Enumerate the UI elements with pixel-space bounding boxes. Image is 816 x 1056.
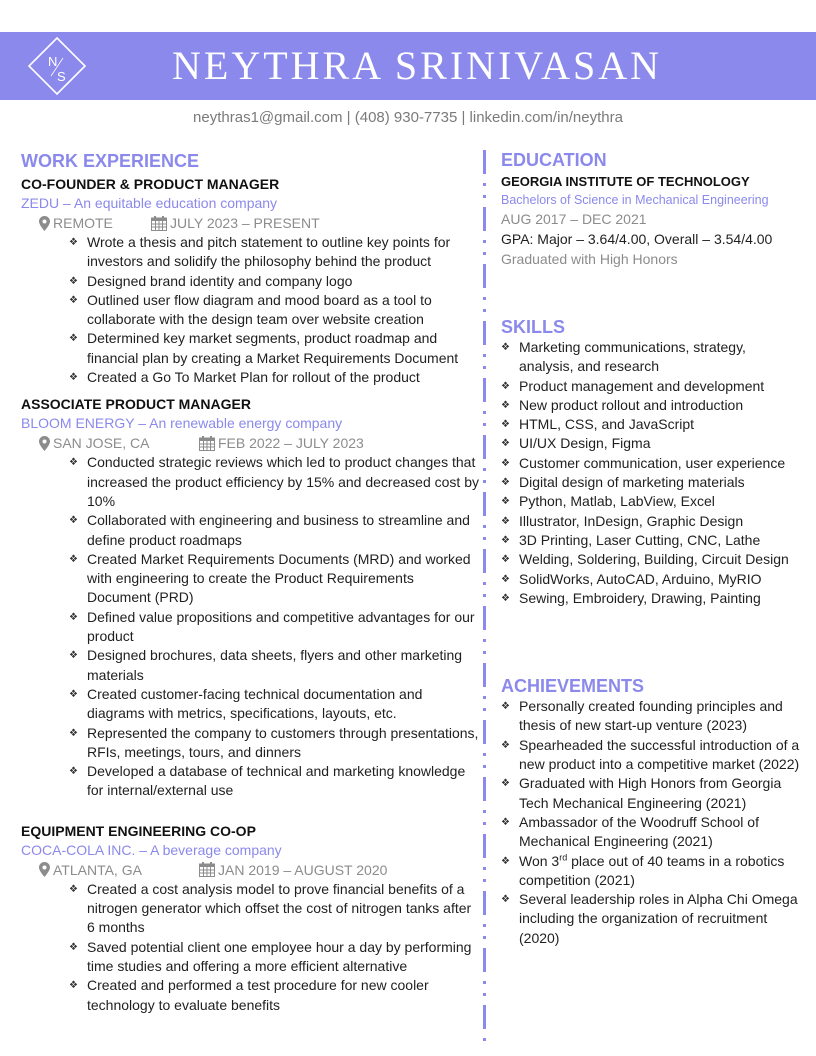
bullet-item: ❖ Created a Go To Market Plan for rollout of the product — [21, 368, 481, 387]
bullet-diamond-icon: ❖ — [69, 457, 78, 469]
honors: Graduated with High Honors — [501, 251, 678, 267]
achievements-section — [501, 675, 801, 948]
bullet-item: ❖ Created and performed a test procedure for new cooler technology to evaluate benefits — [69, 977, 429, 1013]
skill-item: ❖ 3D Printing, Laser Cutting, CNC, Lathe — [501, 531, 801, 550]
map-pin-icon — [39, 436, 50, 451]
achievements-list — [501, 697, 801, 948]
job-entry — [21, 394, 481, 800]
bullet-diamond-icon: ❖ — [501, 380, 510, 392]
achievement-item: ❖ Won 3rd place out of 40 teams in a robotics competition (2021) — [501, 851, 785, 888]
bullet-diamond-icon: ❖ — [69, 650, 78, 662]
bullet-item: ❖ Represented the company to customers through presentations, RFIs, meetings, tours, and dinners — [69, 724, 479, 760]
bullet-diamond-icon: ❖ — [501, 816, 510, 828]
bullet-diamond-icon: ❖ — [501, 534, 510, 546]
job-dates: FEB 2022 – JULY 2023 — [218, 435, 364, 452]
bullet-item: ❖ Determined key market segments, product roadmap and financial plan by creating a Market Requirements Document — [69, 330, 459, 366]
bullet-diamond-icon: ❖ — [69, 333, 78, 345]
bullet-item: ❖ Wrote a thesis and pitch statement to outline key points for investors and solidify the philosophy behind the product — [69, 234, 451, 270]
bullet-item: ❖ Collaborated with engineering and business to streamline and define product roadmaps — [69, 512, 470, 548]
skill-item: ❖ SolidWorks, AutoCAD, Arduino, MyRIO — [501, 570, 801, 589]
bullet-diamond-icon: ❖ — [69, 294, 78, 306]
job-bullets — [21, 880, 481, 1015]
bullet-diamond-icon: ❖ — [501, 515, 510, 527]
bullet-diamond-icon: ❖ — [501, 496, 510, 508]
bullet-item: ❖ Conducted strategic reviews which led to product changes that increased the product efficiency by 15% and decreased cost by 10% — [69, 454, 479, 509]
right-column — [501, 149, 801, 948]
bullet-item: ❖ Created Market Requirements Documents (MRD) and worked with engineering to create the Product Requirements Document (PRD) — [69, 550, 471, 606]
bullet-diamond-icon: ❖ — [501, 457, 510, 469]
map-pin-icon — [39, 216, 50, 231]
bullet-diamond-icon: ❖ — [501, 399, 510, 411]
job-title: CO-FOUNDER & PRODUCT MANAGER — [21, 176, 280, 192]
section-title-work: WORK EXPERIENCE — [21, 151, 200, 171]
contact-info: neythras1@gmail.com | (408) 930-7735 | linkedin.com/in/neythra — [193, 109, 623, 126]
bullet-diamond-icon: ❖ — [501, 554, 510, 566]
bullet-item: ❖ Created a cost analysis model to prove financial benefits of a nitrogen generator which offset the cost of nitrogen tanks after 6 months — [69, 880, 472, 936]
education-section — [501, 149, 801, 269]
bullet-diamond-icon: ❖ — [69, 688, 78, 700]
gpa: GPA: Major – 3.64/4.00, Overall – 3.54/4.00 — [501, 231, 773, 247]
education-dates: AUG 2017 – DEC 2021 — [501, 211, 647, 227]
bullet-diamond-icon: ❖ — [501, 855, 510, 867]
job-location: ATLANTA, GA — [53, 861, 142, 878]
svg-text:S: S — [57, 69, 66, 84]
map-pin-icon — [39, 862, 50, 877]
job-entry — [21, 821, 481, 1015]
section-title-education: EDUCATION — [501, 150, 607, 170]
school-name: GEORGIA INSTITUTE OF TECHNOLOGY — [501, 174, 750, 189]
bullet-diamond-icon: ❖ — [69, 553, 78, 565]
skill-item: ❖ HTML, CSS, and JavaScript — [501, 415, 801, 434]
skills-list — [501, 338, 801, 608]
bullet-diamond-icon: ❖ — [501, 701, 510, 713]
bullet-diamond-icon: ❖ — [69, 372, 78, 384]
bullet-diamond-icon: ❖ — [69, 727, 78, 739]
skills-section — [501, 316, 801, 608]
bullet-diamond-icon: ❖ — [69, 766, 78, 778]
bullet-item: ❖ Developed a database of technical and marketing knowledge for internal/external use — [69, 763, 466, 799]
bullet-diamond-icon: ❖ — [501, 778, 510, 790]
job-meta — [21, 860, 481, 880]
company-name: ZEDU – An equitable education company — [21, 195, 278, 211]
skill-item: ❖ Sewing, Embroidery, Drawing, Painting — [501, 589, 801, 608]
bullet-diamond-icon: ❖ — [501, 419, 510, 431]
skill-item: ❖ Customer communication, user experience — [501, 454, 801, 473]
job-bullets — [21, 233, 481, 387]
skill-item: ❖ Marketing communications, strategy, analysis, and research — [501, 339, 746, 375]
bullet-diamond-icon: ❖ — [69, 611, 78, 623]
job-meta — [21, 213, 481, 233]
bullet-item: ❖ Designed brand identity and company logo — [21, 272, 481, 291]
bullet-diamond-icon: ❖ — [501, 739, 510, 751]
section-title-achievements: ACHIEVEMENTS — [501, 676, 645, 697]
bullet-item: ❖ Saved potential client one employee hour a day by performing time studies and offering a more efficient alternative — [69, 938, 472, 974]
skill-item: ❖ Illustrator, InDesign, Graphic Design — [501, 512, 801, 531]
company-name: COCA-COLA INC. – A beverage company — [21, 841, 282, 858]
bullet-item: ❖ Outlined user flow diagram and mood board as a tool to collaborate with the design team over website creation — [69, 291, 432, 328]
job-title: EQUIPMENT ENGINEERING CO-OP — [21, 822, 256, 839]
bullet-item: ❖ Created customer-facing technical documentation and diagrams with metrics, specifications, layouts, etc. — [69, 685, 423, 722]
skill-item: ❖ Digital design of marketing materials — [501, 473, 801, 492]
job-dates: JULY 2023 – PRESENT — [170, 215, 320, 231]
job-title: ASSOCIATE PRODUCT MANAGER — [21, 396, 251, 413]
skill-item: ❖ New product rollout and introduction — [501, 396, 801, 415]
bullet-diamond-icon: ❖ — [501, 894, 510, 906]
skill-item: ❖ Product management and development — [501, 377, 801, 396]
job-location: REMOTE — [53, 215, 113, 231]
company-name: BLOOM ENERGY – An renewable energy company — [21, 415, 343, 432]
achievement-item: ❖ Graduated with High Honors from Georgia Tech Mechanical Engineering (2021) — [501, 775, 782, 811]
work-experience-section — [21, 150, 481, 1015]
svg-text:N: N — [48, 54, 58, 69]
achievement-item: ❖ Personally created founding principles and thesis of new start-up venture (2023) — [501, 698, 783, 734]
achievement-item: ❖ Spearheaded the successful introduction of a new product into a competitive market (2022) — [501, 736, 800, 773]
bullet-diamond-icon: ❖ — [69, 883, 78, 895]
bullet-item: ❖ Defined value propositions and competitive advantages for our product — [69, 608, 475, 645]
bullet-diamond-icon: ❖ — [501, 592, 510, 604]
bullet-diamond-icon: ❖ — [69, 941, 78, 953]
bullet-diamond-icon: ❖ — [69, 275, 78, 287]
calendar-icon — [199, 862, 215, 877]
job-meta — [21, 433, 481, 453]
calendar-icon — [151, 216, 167, 231]
job-dates: JAN 2019 – AUGUST 2020 — [218, 861, 388, 878]
achievement-item: ❖ Several leadership roles in Alpha Chi Omega including the organization of recruitment (2020) — [501, 891, 798, 946]
job-bullets — [21, 453, 481, 800]
bullet-diamond-icon: ❖ — [501, 573, 510, 585]
bullet-diamond-icon: ❖ — [69, 980, 78, 992]
bullet-diamond-icon: ❖ — [501, 342, 510, 353]
degree: Bachelors of Science in Mechanical Engineering — [501, 193, 769, 207]
column-divider — [483, 150, 486, 1044]
bullet-item: ❖ Designed brochures, data sheets, flyers and other marketing materials — [69, 647, 463, 683]
bullet-diamond-icon: ❖ — [501, 477, 510, 489]
job-location: SAN JOSE, CA — [53, 435, 150, 452]
bullet-diamond-icon: ❖ — [501, 438, 510, 450]
achievement-item: ❖ Ambassador of the Woodruff School of Mechanical Engineering (2021) — [501, 813, 759, 850]
bullet-diamond-icon: ❖ — [69, 237, 78, 248]
job-entry — [21, 174, 481, 387]
skill-item: ❖ Python, Matlab, LabView, Excel — [501, 492, 801, 511]
section-title-skills: SKILLS — [501, 317, 566, 337]
skill-item: ❖ Welding, Soldering, Building, Circuit Design — [501, 550, 801, 569]
bullet-diamond-icon: ❖ — [69, 515, 78, 527]
skill-item: ❖ UI/UX Design, Figma — [501, 434, 801, 453]
candidate-name: NEYTHRA SRINIVASAN — [172, 43, 662, 88]
calendar-icon — [199, 436, 215, 451]
